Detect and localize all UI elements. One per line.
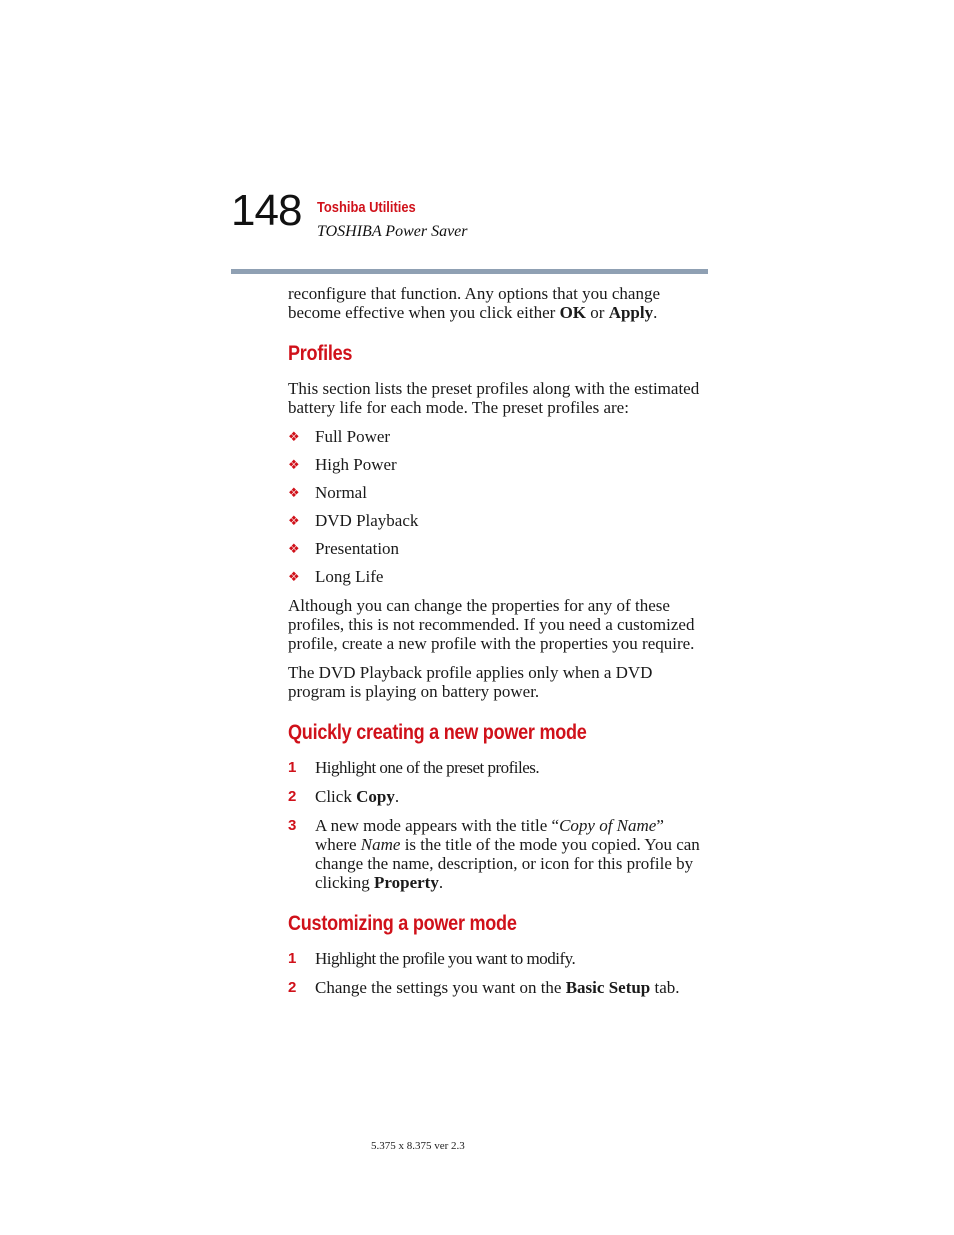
step-number: 1 xyxy=(288,759,297,776)
step-number: 1 xyxy=(288,950,297,967)
step-item: 3 A new mode appears with the title “Copy of Name” where Name is the title of the mode you copied. You can change the name, description, or icon for this profile by clicking Property. xyxy=(288,816,700,892)
step-item: 1 Highlight the profile you want to modify. xyxy=(288,949,576,968)
step-number: 3 xyxy=(288,817,297,834)
diamond-bullet-icon: ❖ xyxy=(288,570,300,585)
apply-term: Apply xyxy=(608,303,654,322)
profile-list xyxy=(288,427,708,586)
diamond-bullet-icon: ❖ xyxy=(288,486,300,501)
intro-paragraph: reconfigure that function. Any options that you change become effective when you click either OK or Apply. xyxy=(288,284,661,322)
list-item: ❖ High Power xyxy=(288,455,397,474)
step-number: 2 xyxy=(288,788,297,805)
list-item: ❖ Long Life xyxy=(288,567,384,586)
profiles-heading: Profiles xyxy=(288,342,353,365)
quick-create-heading: Quickly creating a new power mode xyxy=(288,721,587,744)
list-item: ❖ Presentation xyxy=(288,539,400,558)
step-item: 2 Click Copy. xyxy=(288,787,400,806)
list-item: ❖ DVD Playback xyxy=(288,511,419,530)
step-item: 1 Highlight one of the preset profiles. xyxy=(288,758,540,777)
diamond-bullet-icon: ❖ xyxy=(288,542,300,557)
header-rule xyxy=(231,269,708,274)
basic-setup-term: Basic Setup xyxy=(565,978,651,997)
section-title: TOSHIBA Power Saver xyxy=(317,223,468,240)
page-number: 148 xyxy=(231,186,302,235)
page-body xyxy=(288,284,708,1007)
step-item: 2 Change the settings you want on the Basic Setup tab. xyxy=(288,978,680,997)
diamond-bullet-icon: ❖ xyxy=(288,514,300,529)
diamond-bullet-icon: ❖ xyxy=(288,430,300,445)
property-term: Property xyxy=(374,873,439,892)
step-number: 2 xyxy=(288,979,297,996)
customize-steps xyxy=(288,949,708,997)
list-item: ❖ Full Power xyxy=(288,427,391,446)
profiles-note: Although you can change the properties for any of these profiles, this is not recommended. If you need a customized profile, create a new profile with the properties you require. xyxy=(288,596,695,653)
print-spec-footer: 5.375 x 8.375 ver 2.3 xyxy=(371,1140,465,1152)
chapter-title: Toshiba Utilities xyxy=(317,199,416,216)
list-item: ❖ Normal xyxy=(288,483,367,502)
quick-create-steps xyxy=(288,758,708,892)
diamond-bullet-icon: ❖ xyxy=(288,458,300,473)
copy-term: Copy xyxy=(356,787,395,806)
ok-term: OK xyxy=(559,303,587,322)
profiles-intro: This section lists the preset profiles along with the estimated battery life for each mode. The preset profiles are: xyxy=(288,379,700,417)
dvd-note: The DVD Playback profile applies only when a DVD program is playing on battery power. xyxy=(288,663,653,701)
customize-heading: Customizing a power mode xyxy=(288,912,517,935)
